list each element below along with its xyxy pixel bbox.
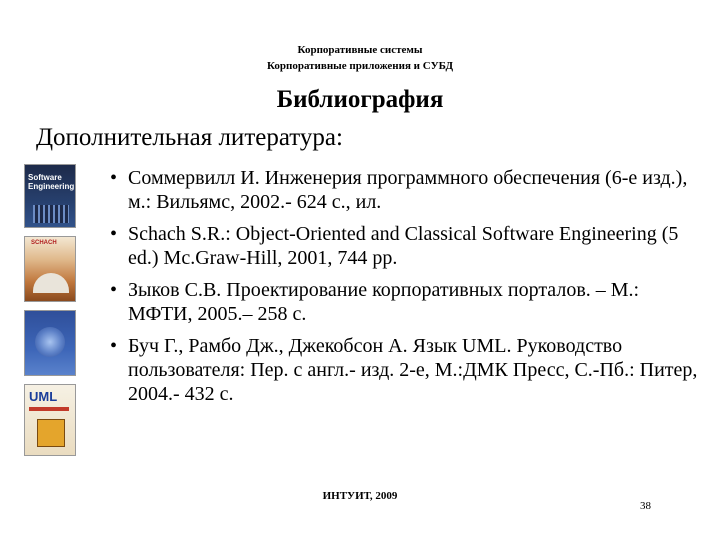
schach-book-cover-icon — [24, 236, 76, 302]
header-line-2: Корпоративные приложения и СУБД — [266, 60, 454, 72]
cover-title: UML — [29, 389, 58, 404]
cover-graphic — [35, 327, 65, 357]
uml-book-cover-icon — [24, 384, 76, 456]
reference-item: • Schach S.R.: Object-Oriented and Classical Software Engineering (5 ed.) Mc.Graw-Hill, 2001, 744 pp. — [104, 222, 704, 270]
page-number: 38 — [640, 500, 651, 512]
software-engineering-book-cover-icon — [24, 164, 76, 228]
cover-graphic — [37, 419, 65, 447]
page-title: Библиография — [276, 86, 444, 113]
cover-author: SCHACH — [31, 240, 57, 246]
reference-item: • Соммервилл И. Инженерия программного обеспечения (6-е изд.), м.: Вильямс, 2002.- 624 с., ил. — [104, 166, 704, 214]
cover-title: Software Engineering — [28, 173, 75, 191]
reference-item: • Буч Г., Рамбо Дж., Джекобсон А. Язык UML. Руководство пользователя: Пер. с англ.- изд. 2-е, М.:ДМК Пресс, С.-Пб.: Питер, 2004.- 432 с. — [104, 334, 704, 406]
header-line-1: Корпоративные системы — [297, 44, 423, 56]
cover-graphic — [33, 205, 69, 223]
reference-item: • Зыков С.В. Проектирование корпоративных порталов. – М.: МФТИ, 2005.– 258 с. — [104, 278, 704, 326]
page-subtitle: Дополнительная литература: — [36, 124, 343, 151]
cover-graphic — [33, 273, 69, 293]
cover-stripe — [29, 407, 69, 411]
footer: ИНТУИТ, 2009 — [322, 490, 398, 502]
reference-list — [104, 166, 704, 414]
corporate-portals-book-cover-icon — [24, 310, 76, 376]
